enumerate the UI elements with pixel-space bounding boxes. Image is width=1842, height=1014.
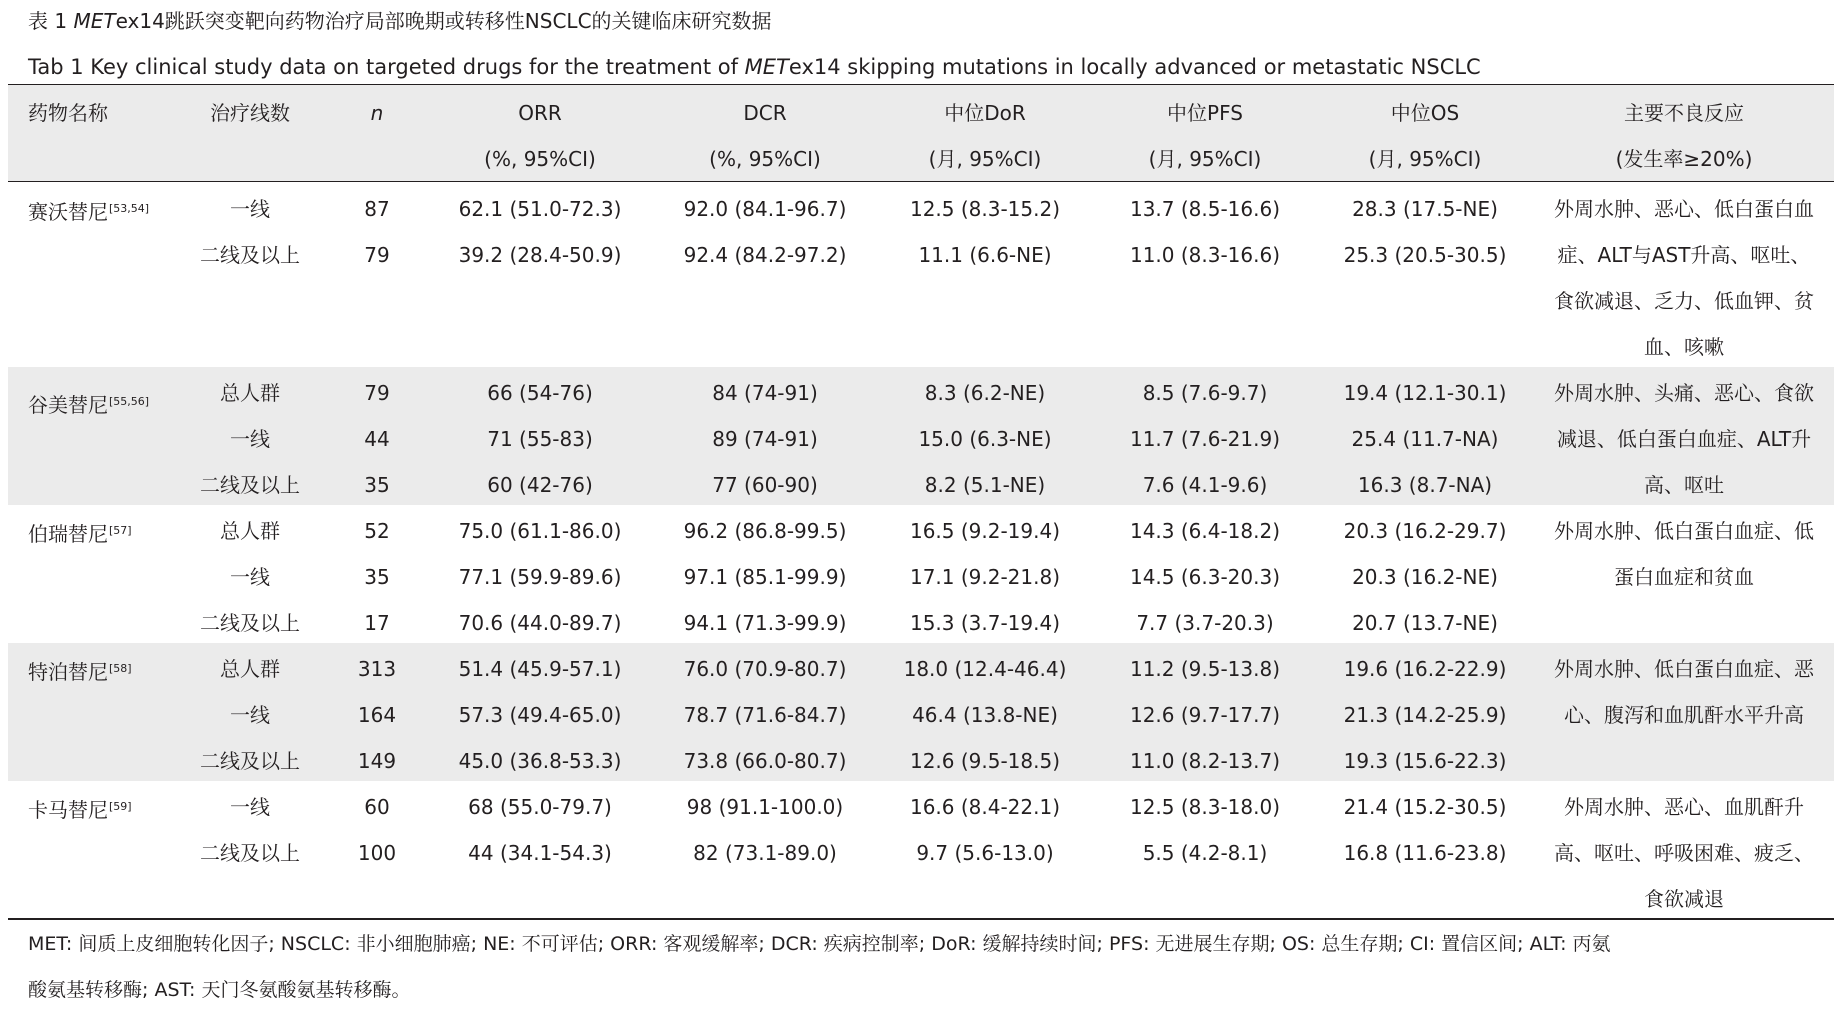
table-title-chinese [28,6,772,36]
header-dcr: DCR [743,101,787,125]
n-cell: 79 [364,381,390,405]
n-cell: 52 [364,519,390,543]
n-cell: 79 [364,243,390,267]
header-orr: ORR [518,101,562,125]
n-cell: 313 [357,657,397,681]
header-os: 中位OS [1390,101,1460,125]
table-number: 表 1 [28,9,68,33]
line-cell: 一线 [230,795,270,819]
header-drug: 药物名称 [28,101,108,125]
dcr-cell: 92.4 (84.2-97.2) [683,243,847,267]
orr-cell: 70.6 (44.0-89.7) [458,611,622,635]
dcr-cell: 89 (74-91) [712,427,818,451]
table-number: Tab 1 Key clinical study data on targeted drugs for the treatment of [28,55,738,79]
title-text: ex14 skipping mutations in locally advanced or metastatic NSCLC [788,55,1481,79]
line-cell: 一线 [230,197,270,221]
drug-name: 谷美替尼 [28,393,108,417]
dcr-cell: 94.1 (71.3-99.9) [683,611,847,635]
dor-cell: 17.1 (9.2-21.8) [909,565,1061,589]
pfs-cell: 11.0 (8.2-13.7) [1129,749,1281,773]
adverse-events-line: 外周水肿、恶心、低白蛋白血 [1554,197,1814,221]
pfs-cell: 12.5 (8.3-18.0) [1129,795,1281,819]
header-rule [8,181,1834,182]
n-cell: 100 [357,841,397,865]
n-cell: 17 [364,611,390,635]
drug-name: 伯瑞替尼 [28,522,108,546]
dor-cell: 8.2 (5.1-NE) [924,473,1046,497]
drug-name-cell [28,186,149,232]
os-cell: 25.4 (11.7-NA) [1351,427,1499,451]
footnote [28,921,1828,1013]
os-cell: 19.6 (16.2-22.9) [1343,657,1507,681]
pfs-cell: 11.7 (7.6-21.9) [1129,427,1281,451]
drug-name: 特泊替尼 [28,660,108,684]
n-cell: 60 [364,795,390,819]
drug-name-cell [28,508,132,554]
pfs-cell: 7.7 (3.7-20.3) [1136,611,1274,635]
adverse-events-line: 外周水肿、恶心、血肌酐升 [1564,795,1804,819]
adverse-events-cell [1538,370,1830,508]
os-cell: 20.7 (13.7-NE) [1352,611,1498,635]
adverse-events-line: 症、ALT与AST升高、呕吐、 [1557,243,1811,267]
adverse-events-line: 高、呕吐 [1644,473,1724,497]
orr-cell: 77.1 (59.9-89.6) [458,565,622,589]
orr-cell: 62.1 (51.0-72.3) [458,197,622,221]
adverse-events-cell [1538,784,1830,922]
os-cell: 28.3 (17.5-NE) [1352,197,1498,221]
reference-citation: [55,56] [109,395,150,408]
dcr-cell: 84 (74-91) [712,381,818,405]
n-cell: 35 [364,473,390,497]
dor-cell: 11.1 (6.6-NE) [918,243,1052,267]
dcr-cell: 77 (60-90) [712,473,818,497]
line-cell: 总人群 [220,381,280,405]
adverse-events-cell [1538,186,1830,370]
header-line: 治疗线数 [210,101,290,125]
line-cell: 二线及以上 [200,243,300,267]
dcr-cell: 92.0 (84.1-96.7) [683,197,847,221]
line-cell: 一线 [230,565,270,589]
reference-citation: [57] [109,524,132,537]
pfs-cell: 11.2 (9.5-13.8) [1129,657,1281,681]
header-dor: 中位DoR [944,101,1026,125]
pfs-cell: 14.3 (6.4-18.2) [1129,519,1281,543]
line-cell: 二线及以上 [200,749,300,773]
drug-name-cell [28,379,149,425]
dcr-cell: 78.7 (71.6-84.7) [683,703,847,727]
gene-name: MET [73,9,116,33]
os-cell: 16.8 (11.6-23.8) [1343,841,1507,865]
adverse-events-cell [1538,508,1830,600]
pfs-cell: 8.5 (7.6-9.7) [1142,381,1268,405]
n-cell: 44 [364,427,390,451]
dcr-cell: 98 (91.1-100.0) [686,795,844,819]
adverse-events-line: 心、腹泻和血肌酐水平升高 [1564,703,1804,727]
adverse-events-line: 外周水肿、低白蛋白血症、恶 [1554,657,1814,681]
line-cell: 总人群 [220,519,280,543]
os-cell: 19.3 (15.6-22.3) [1343,749,1507,773]
os-cell: 20.3 (16.2-29.7) [1343,519,1507,543]
orr-cell: 51.4 (45.9-57.1) [458,657,622,681]
header-dcr-unit: (%, 95%CI) [709,147,821,171]
os-cell: 19.4 (12.1-30.1) [1343,381,1507,405]
dor-cell: 8.3 (6.2-NE) [924,381,1046,405]
drug-name: 卡马替尼 [28,798,108,822]
dcr-cell: 73.8 (66.0-80.7) [683,749,847,773]
n-cell: 149 [357,749,397,773]
pfs-cell: 14.5 (6.3-20.3) [1129,565,1281,589]
pfs-cell: 11.0 (8.3-16.6) [1129,243,1281,267]
adverse-events-line: 血、咳嗽 [1644,335,1724,359]
pfs-cell: 12.6 (9.7-17.7) [1129,703,1281,727]
orr-cell: 39.2 (28.4-50.9) [458,243,622,267]
header-adverse-events-unit: (发生率≥20%) [1615,147,1753,171]
adverse-events-line: 减退、低白蛋白血症、ALT升 [1556,427,1812,451]
line-cell: 总人群 [220,657,280,681]
orr-cell: 75.0 (61.1-86.0) [458,519,622,543]
dcr-cell: 97.1 (85.1-99.9) [683,565,847,589]
orr-cell: 68 (55.0-79.7) [468,795,612,819]
drug-name: 赛沃替尼 [28,200,108,224]
adverse-events-line: 外周水肿、低白蛋白血症、低 [1554,519,1814,543]
orr-cell: 57.3 (49.4-65.0) [458,703,622,727]
os-cell: 25.3 (20.5-30.5) [1343,243,1507,267]
dor-cell: 12.5 (8.3-15.2) [909,197,1061,221]
line-cell: 二线及以上 [200,841,300,865]
orr-cell: 44 (34.1-54.3) [468,841,612,865]
gene-name: MET [744,55,789,79]
line-cell: 一线 [230,427,270,451]
header-pfs: 中位PFS [1167,101,1243,125]
adverse-events-cell [1538,646,1830,738]
header-adverse-events: 主要不良反应 [1624,101,1744,125]
os-cell: 21.3 (14.2-25.9) [1343,703,1507,727]
n-cell: 35 [364,565,390,589]
adverse-events-line: 食欲减退、乏力、低血钾、贫 [1554,289,1814,313]
os-cell: 16.3 (8.7-NA) [1357,473,1493,497]
orr-cell: 66 (54-76) [487,381,593,405]
reference-citation: [59] [109,800,132,813]
reference-citation: [53,54] [109,202,150,215]
drug-name-cell [28,784,132,830]
header-dor-unit: (月, 95%CI) [928,147,1042,171]
dor-cell: 46.4 (13.8-NE) [912,703,1058,727]
n-cell: 87 [364,197,390,221]
reference-citation: [58] [109,662,132,675]
dor-cell: 16.6 (8.4-22.1) [909,795,1061,819]
dcr-cell: 82 (73.1-89.0) [693,841,837,865]
pfs-cell: 5.5 (4.2-8.1) [1142,841,1268,865]
footnote-line: MET: 间质上皮细胞转化因子; NSCLC: 非小细胞肺癌; NE: 不可评估; ORR: 客观缓解率; DCR: 疾病控制率; DoR: 缓解持续时间; PFS: 无进展生存期; OS: 总生存期; CI: 置信区间; ALT: 丙氨 [28,933,1611,955]
title-text: ex14跳跃突变靶向药物治疗局部晚期或转移性NSCLC的关键临床研究数据 [115,9,772,33]
orr-cell: 60 (42-76) [487,473,593,497]
dor-cell: 16.5 (9.2-19.4) [909,519,1061,543]
os-cell: 21.4 (15.2-30.5) [1343,795,1507,819]
header-pfs-unit: (月, 95%CI) [1148,147,1262,171]
drug-name-cell [28,646,132,692]
dor-cell: 15.0 (6.3-NE) [918,427,1052,451]
table-title-english [28,52,1481,82]
header-os-unit: (月, 95%CI) [1368,147,1482,171]
table-bottom-rule [8,918,1834,920]
header-n: n [370,101,384,125]
os-cell: 20.3 (16.2-NE) [1352,565,1498,589]
adverse-events-line: 高、呕吐、呼吸困难、疲乏、 [1554,841,1814,865]
line-cell: 一线 [230,703,270,727]
dor-cell: 9.7 (5.6-13.0) [916,841,1054,865]
dcr-cell: 76.0 (70.9-80.7) [683,657,847,681]
adverse-events-line: 外周水肿、头痛、恶心、食欲 [1554,381,1814,405]
line-cell: 二线及以上 [200,611,300,635]
dcr-cell: 96.2 (86.8-99.5) [683,519,847,543]
n-cell: 164 [357,703,397,727]
dor-cell: 15.3 (3.7-19.4) [909,611,1061,635]
footnote-line: 酸氨基转移酶; AST: 天门冬氨酸氨基转移酶。 [28,979,411,1001]
dor-cell: 18.0 (12.4-46.4) [903,657,1067,681]
pfs-cell: 13.7 (8.5-16.6) [1129,197,1281,221]
orr-cell: 45.0 (36.8-53.3) [458,749,622,773]
orr-cell: 71 (55-83) [487,427,593,451]
adverse-events-line: 食欲减退 [1644,887,1724,911]
pfs-cell: 7.6 (4.1-9.6) [1142,473,1268,497]
adverse-events-line: 蛋白血症和贫血 [1614,565,1754,589]
line-cell: 二线及以上 [200,473,300,497]
header-orr-unit: (%, 95%CI) [484,147,596,171]
dor-cell: 12.6 (9.5-18.5) [909,749,1061,773]
